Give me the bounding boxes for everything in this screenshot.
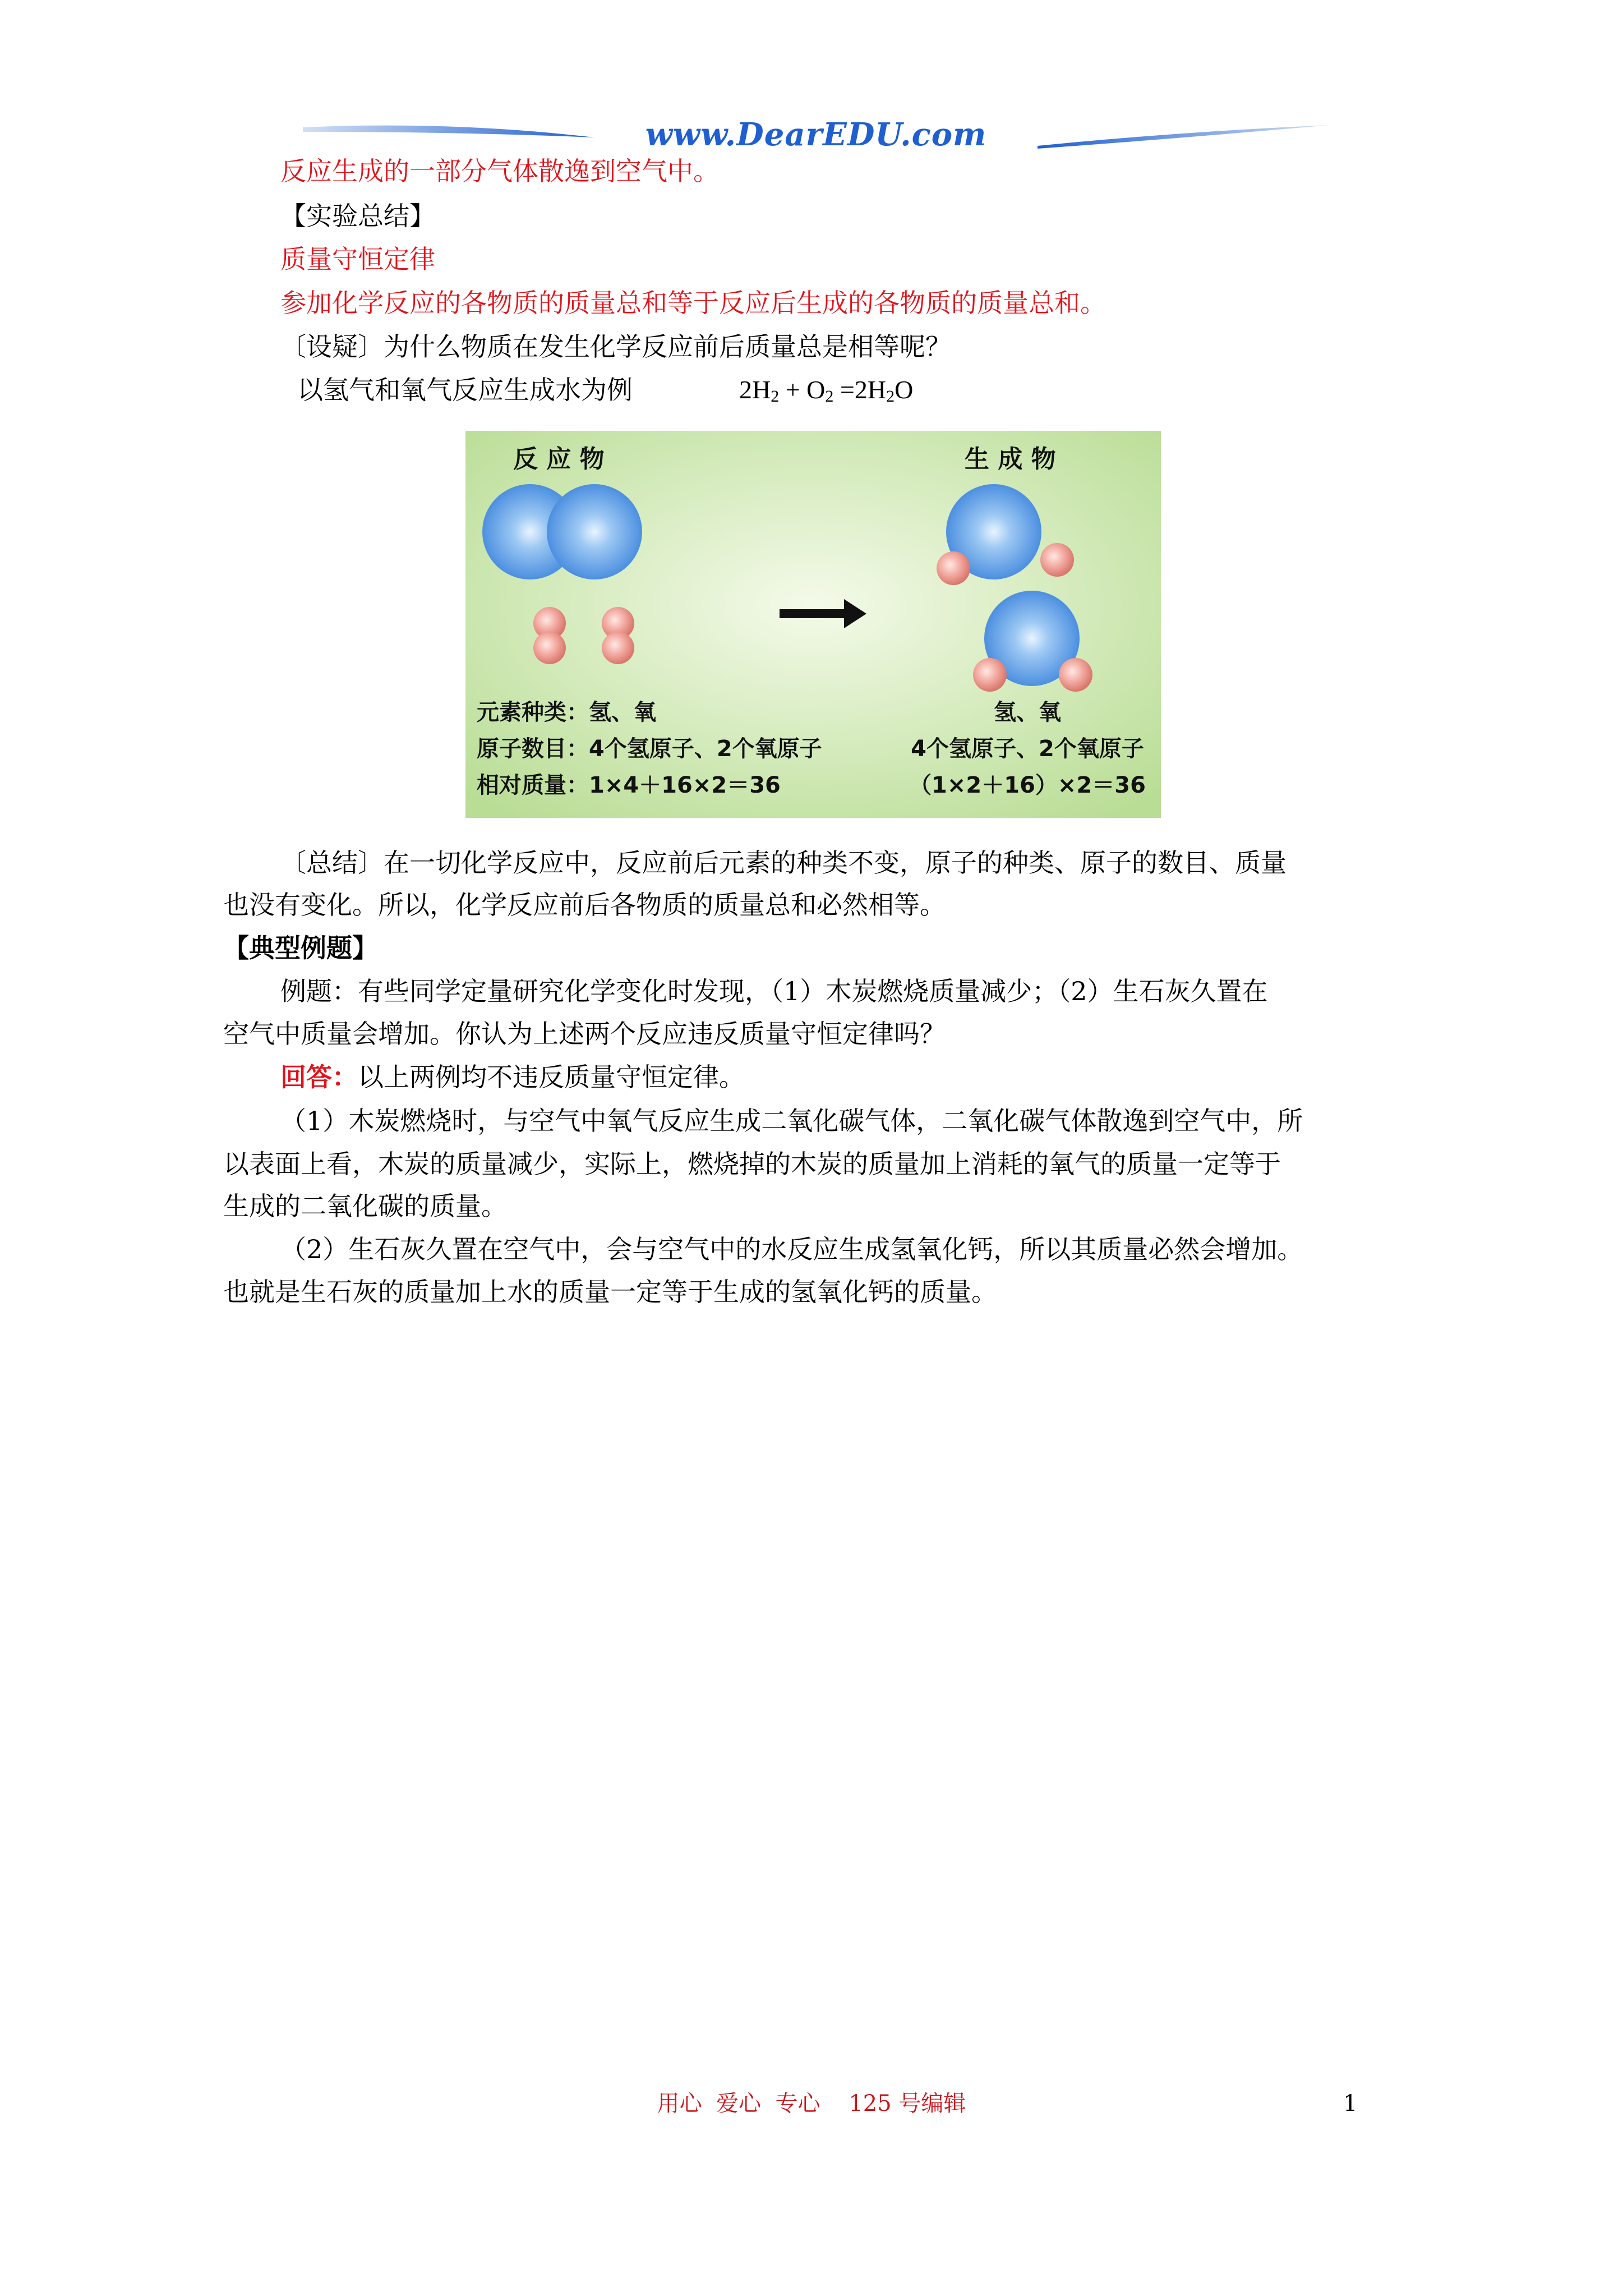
paragraph-gas-escape: 反应生成的一部分气体散逸到空气中。 [280,156,719,186]
heading-experiment-summary: 【实验总结】 [280,201,435,231]
paragraph-example-intro [297,373,914,407]
reactants-title: 反 应 物 [513,445,605,473]
page-number: 1 [1343,2091,1358,2116]
heading-conservation-law: 质量守恒定律 [280,244,435,274]
site-logo-text[interactable]: www.DearEDU.com [645,116,987,153]
footer-text: 用心 爱心 专心 125 号编辑 [657,2091,966,2116]
answer1-line-2: 以表面上看，木炭的质量减少，实际上，燃烧掉的木炭的质量加上消耗的氧气的质量一定等于 [223,1149,1281,1179]
summary-line-1: 〔总结〕在一切化学反应中，反应前后元素的种类不变，原子的种类、原子的数目、质量 [280,848,1287,878]
answer2-line-1: （2）生石灰久置在空气中，会与空气中的水反应生成氢氧化钙，所以其质量必然会增加。 [280,1234,1303,1264]
summary-line-2: 也没有变化。所以，化学反应前后各物质的质量总和必然相等。 [223,890,946,920]
products-title: 生 成 物 [965,445,1056,473]
header-logo [303,115,1329,157]
answer1-line-1: （1）木炭燃烧时，与空气中氧气反应生成二氧化碳气体，二氧化碳气体散逸到空气中，所 [280,1106,1303,1136]
relative-mass-left: 相对质量：1×4＋16×2＝36 [477,772,781,798]
answer-label: 回答： [280,1062,358,1092]
chemical-equation: $2H_2 + O_2 =2H_2O$ [739,375,914,406]
answer2-line-2: 也就是生石灰的质量加上水的质量一定等于生成的氢氧化钙的质量。 [223,1277,997,1307]
example-intro-text: 以氢气和氧气反应生成水为例 [297,375,633,405]
atom-count-left: 原子数目：4个氢原子、2个氧原子 [477,736,822,762]
answer1-line-3: 生成的二氧化碳的质量。 [223,1191,507,1221]
answer-paragraph [280,1060,745,1094]
reaction-diagram [465,431,1161,818]
example-line-1: 例题：有些同学定量研究化学变化时发现，（1）木炭燃烧质量减少；（2）生石灰久置在 [280,976,1268,1006]
element-types-left: 元素种类：氢、氧 [477,700,656,725]
answer-text: 以上两例均不违反质量守恒定律。 [358,1062,745,1092]
relative-mass-right: （1×2＋16）×2＝36 [909,772,1146,798]
example-line-2: 空气中质量会增加。你认为上述两个反应违反质量守恒定律吗？ [223,1019,946,1049]
oxygen-molecule-icon [482,484,642,579]
section-title-typical-examples: 【典型例题】 [223,933,378,963]
paragraph-law-statement: 参加化学反应的各物质的质量总和等于反应后生成的各物质的质量总和。 [280,288,1106,318]
paragraph-question: 〔设疑〕为什么物质在发生化学反应前后质量总是相等呢？ [280,332,951,362]
element-types-right: 氢、氧 [994,700,1061,725]
atom-count-right: 4个氢原子、2个氧原子 [911,736,1144,762]
